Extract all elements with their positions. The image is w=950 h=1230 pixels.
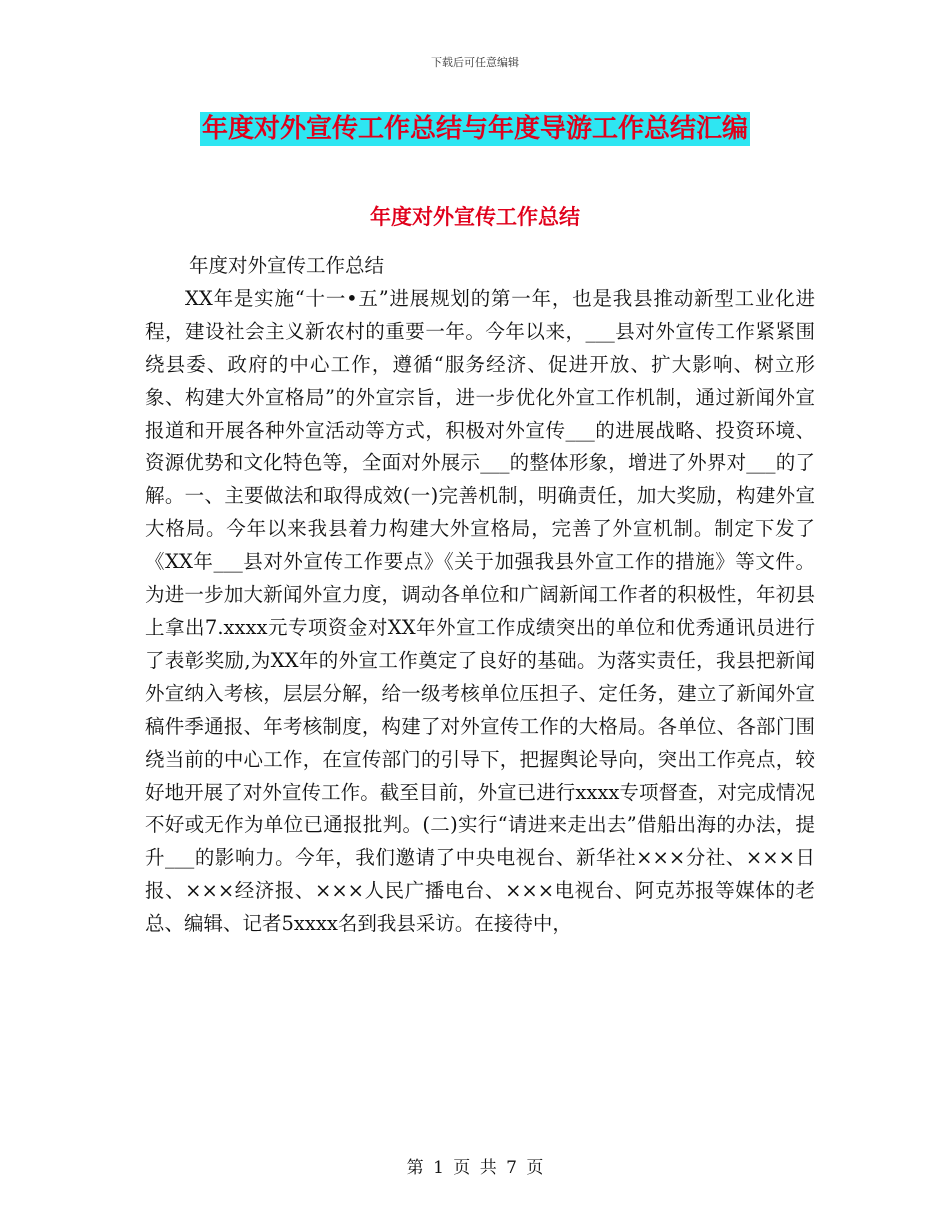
sub-heading: 年度对外宣传工作总结: [189, 254, 385, 277]
main-title: 年度对外宣传工作总结与年度导游工作总结汇编: [201, 114, 748, 144]
page-header-note: 下载后可任意编辑: [431, 56, 519, 69]
body-paragraph: XX年是实施“十一•五”进展规划的第一年，也是我县推动新型工业化进程，建设社会主义新农村的重要一年。今年以来，___县对外宣传工作紧紧围绕县委、政府的中心工作，遵循“服务经济、促进开放、扩大影响、树立形象、构建大外宣格局”的外宣宗旨，进一步优化外宣工作机制，通过新闻外宣报道和开展各种外宣活动等方式，积极对外宣传___的进展战略、投资环境、资源优势和文化特色等，全面对外展示___的整体形象，增进了外界对___的了解。一、主要做法和取得成效(一)完善机制，明确责任，加大奖励，构建外宣大格局。今年以来我县着力构建大外宣格局，完善了外宣机制。制定下发了《XX年___县对外宣传工作要点》《关于加强我县外宣工作的措施》等文件。为进一步加大新闻外宣力度，调动各单位和广阔新闻工作者的积极性，年初县上拿出7.xxxx元专项资金对XX年外宣工作成绩突出的单位和优秀通讯员进行了表彰奖励,为XX年的外宣工作奠定了良好的基础。为落实责任，我县把新闻外宣纳入考核，层层分解，给一级考核单位压担子、定任务，建立了新闻外宣稿件季通报、年考核制度，构建了对外宣传工作的大格局。各单位、各部门围绕当前的中心工作，在宣传部门的引导下，把握舆论导向，突出工作亮点，较好地开展了对外宣传工作。截至目前，外宣已进行xxxx专项督查，对完成情况不好或无作为单位已通报批判。(二)实行“请进来走出去”借船出海的办法，提升___的影响力。今年，我们邀请了中央电视台、新华社×××分社、×××日报、×××经济报、×××人民广播电台、×××电视台、阿克苏报等媒体的老总、编辑、记者5xxxx名到我县采访。在接待中，: [145, 286, 815, 936]
page-number-footer: 第 1 页 共 7 页: [406, 1158, 544, 1178]
section-title: 年度对外宣传工作总结: [370, 205, 580, 229]
main-title-container: [0, 112, 950, 146]
document-body: [145, 250, 815, 941]
